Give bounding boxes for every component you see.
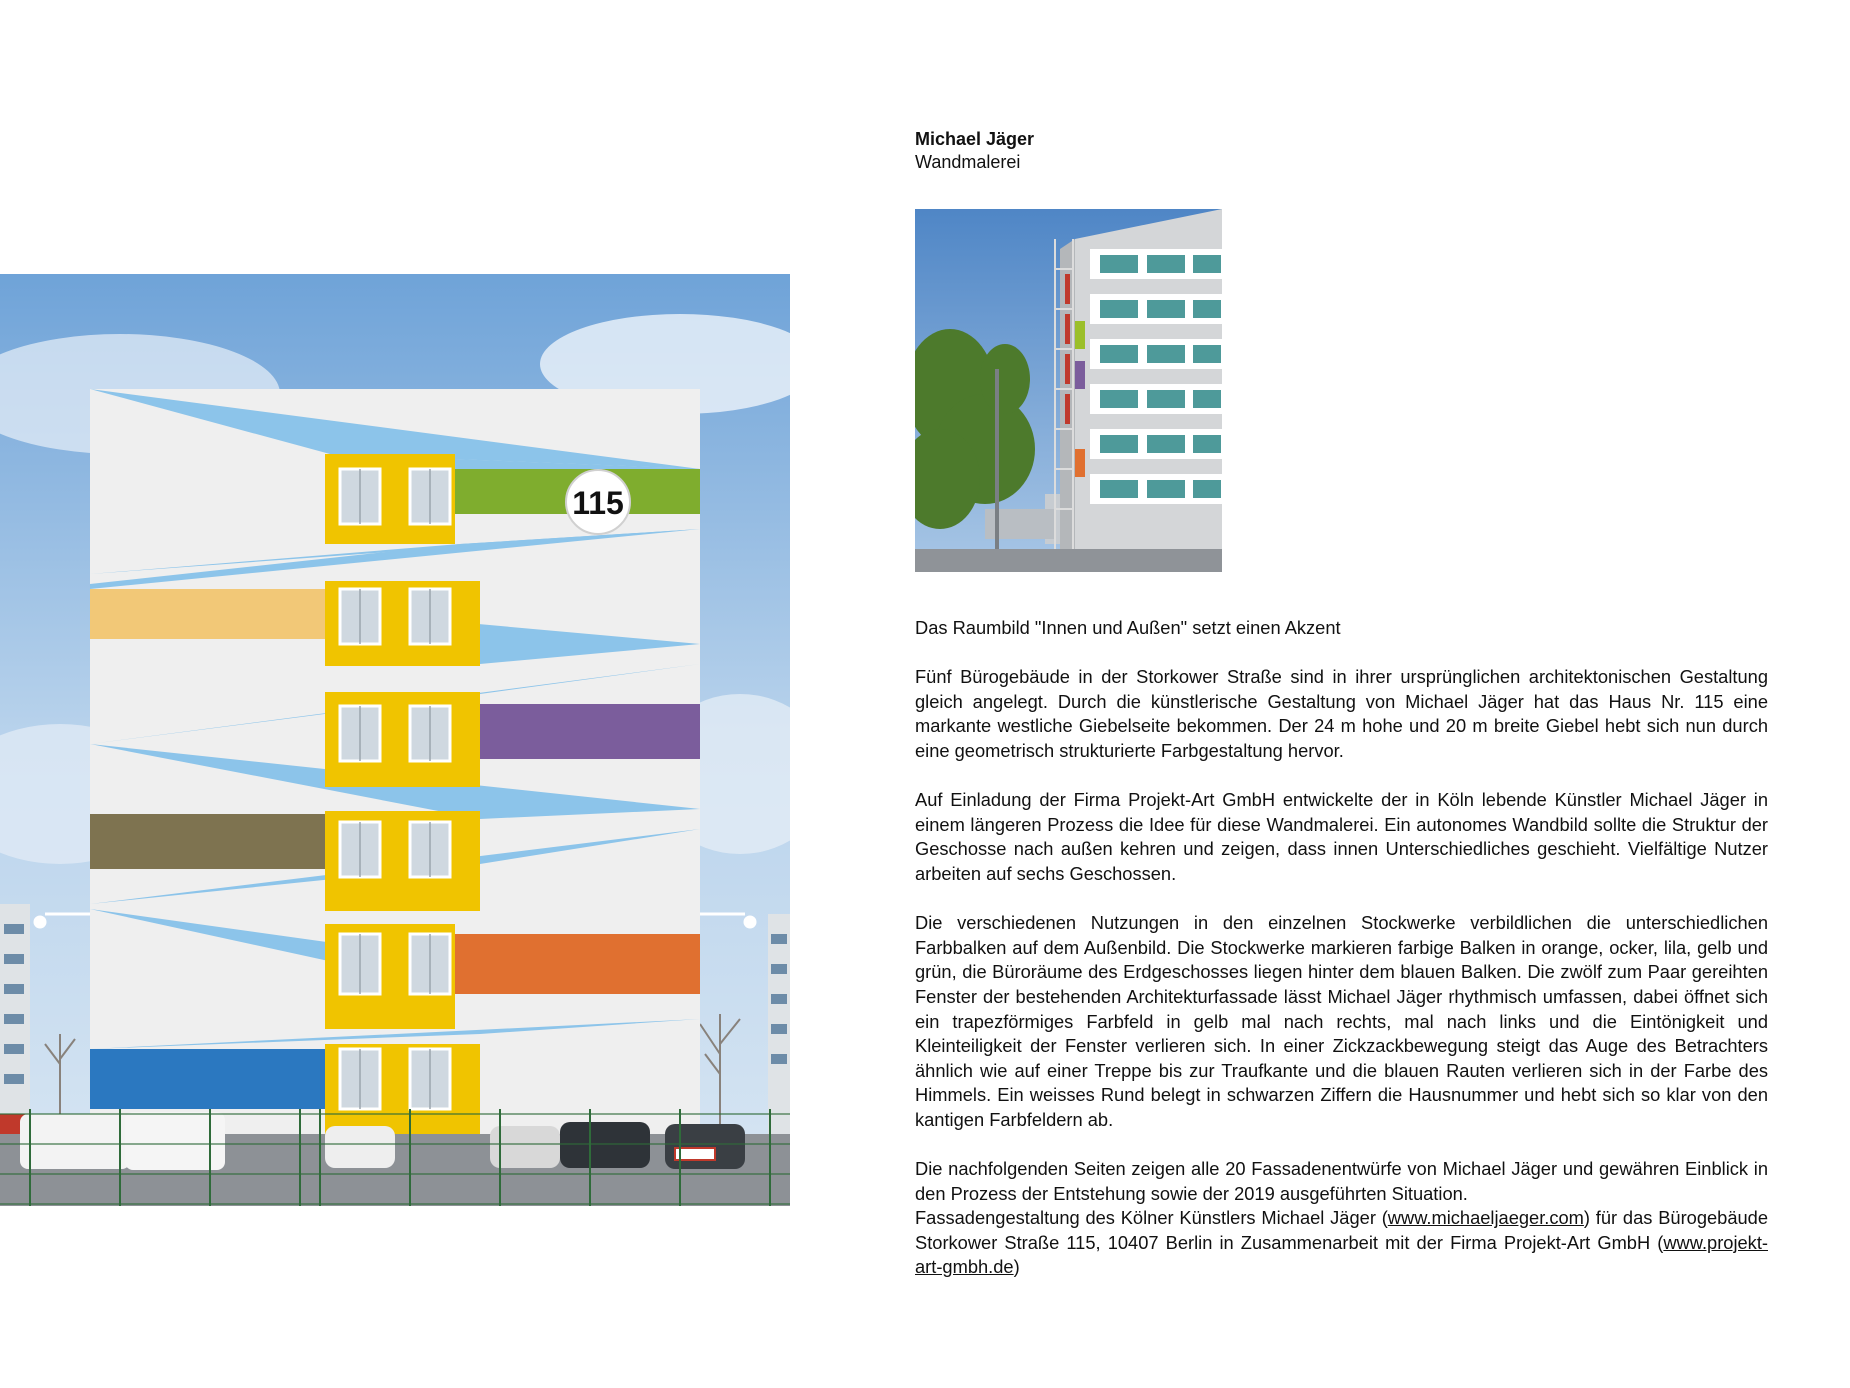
work-type: Wandmalerei xyxy=(915,152,1021,172)
paragraph-5-text-b: ) für das Bürogebäude Storkower Straße 115, 10407 Berlin in Zusammenarbeit mit der Firma Projekt-Art GmbH ( xyxy=(915,1207,1768,1253)
paragraph-2: Auf Einladung der Firma Projekt-Art GmbH entwickelte der in Köln lebende Künstler Michael Jäger in einem längeren Prozess die Idee für diese Wandmalerei. Ein autonomes Wandbild sollte die Struktur der Geschosse nach außen kehren und zeigen, dass innen Unterschiedliches geschieht. Vielfältige Nutzer arbeiten auf sechs Geschossen. xyxy=(915,789,1768,884)
paragraph-5-text-a: Fassadengestaltung des Kölner Künstlers Michael Jäger ( xyxy=(915,1207,1388,1229)
house-number: 115 xyxy=(572,485,624,521)
paragraph-5 xyxy=(915,1206,1768,1280)
article-headline: Das Raumbild "Innen und Außen" setzt einen Akzent xyxy=(915,617,1341,638)
author-name: Michael Jäger xyxy=(915,129,1035,149)
link-michaeljaeger[interactable]: www.michaeljaeger.com xyxy=(1387,1207,1584,1229)
paragraph-5-text-c: ) xyxy=(1013,1256,1020,1278)
article-body xyxy=(915,616,1768,1280)
header xyxy=(915,128,1034,174)
facade-photo xyxy=(0,274,790,1206)
paragraph-1: Fünf Bürogebäude in der Storkower Straße sind in ihrer ursprünglichen architektonischen Gestaltung gleich angelegt. Durch die künstlerische Gestaltung von Michael Jäger hat das Haus Nr. 115 eine markante westliche Giebelseite bekommen. Der 24 m hohe und 20 m breite Giebel hebt sich nun durch eine geometrisch strukturierte Farbgestaltung hervor. xyxy=(915,666,1768,761)
paragraph-4: Die nachfolgenden Seiten zeigen alle 20 Fassadenentwürfe von Michael Jäger und gewähren Einblick in den Prozess der Entstehung sowie der 2019 ausgeführten Situation. xyxy=(915,1158,1768,1204)
paragraph-3: Die verschiedenen Nutzungen in den einzelnen Stockwerke verbildlichen die unterschiedlichen Farbbalken auf dem Außenbild. Die Stockwerke markieren farbige Balken in orange, ocker, lila, gelb und grün, die Büroräume des Erdgeschosses liegen hinter dem blauen Balken. Die zwölf zum Paar gereihten Fenster der bestehenden Architekturfassade lässt Michael Jäger rhythmisch umfassen, dabei öffnet sich ein trapezförmiges Farbfeld in gelb mal nach rechts, mal nach links und die Eintönigkeit und Kleinteiligkeit der Fenster verlieren sich. In einer Zickzackbewegung steigt das Auge des Betrachters ähnlich wie auf einer Treppe bis zur Traufkante und die blauen Rauten verlieren sich in der Farbe des Himmels. Ein weisses Rund belegt in schwarzen Ziffern die Hausnummer und hebt sich so klar von den kantigen Farbfeldern ab. xyxy=(915,912,1768,1130)
building-detail-photo xyxy=(915,209,1222,572)
link-projekt-art[interactable]: www.projekt-art-gmbh.de xyxy=(915,1231,1768,1278)
